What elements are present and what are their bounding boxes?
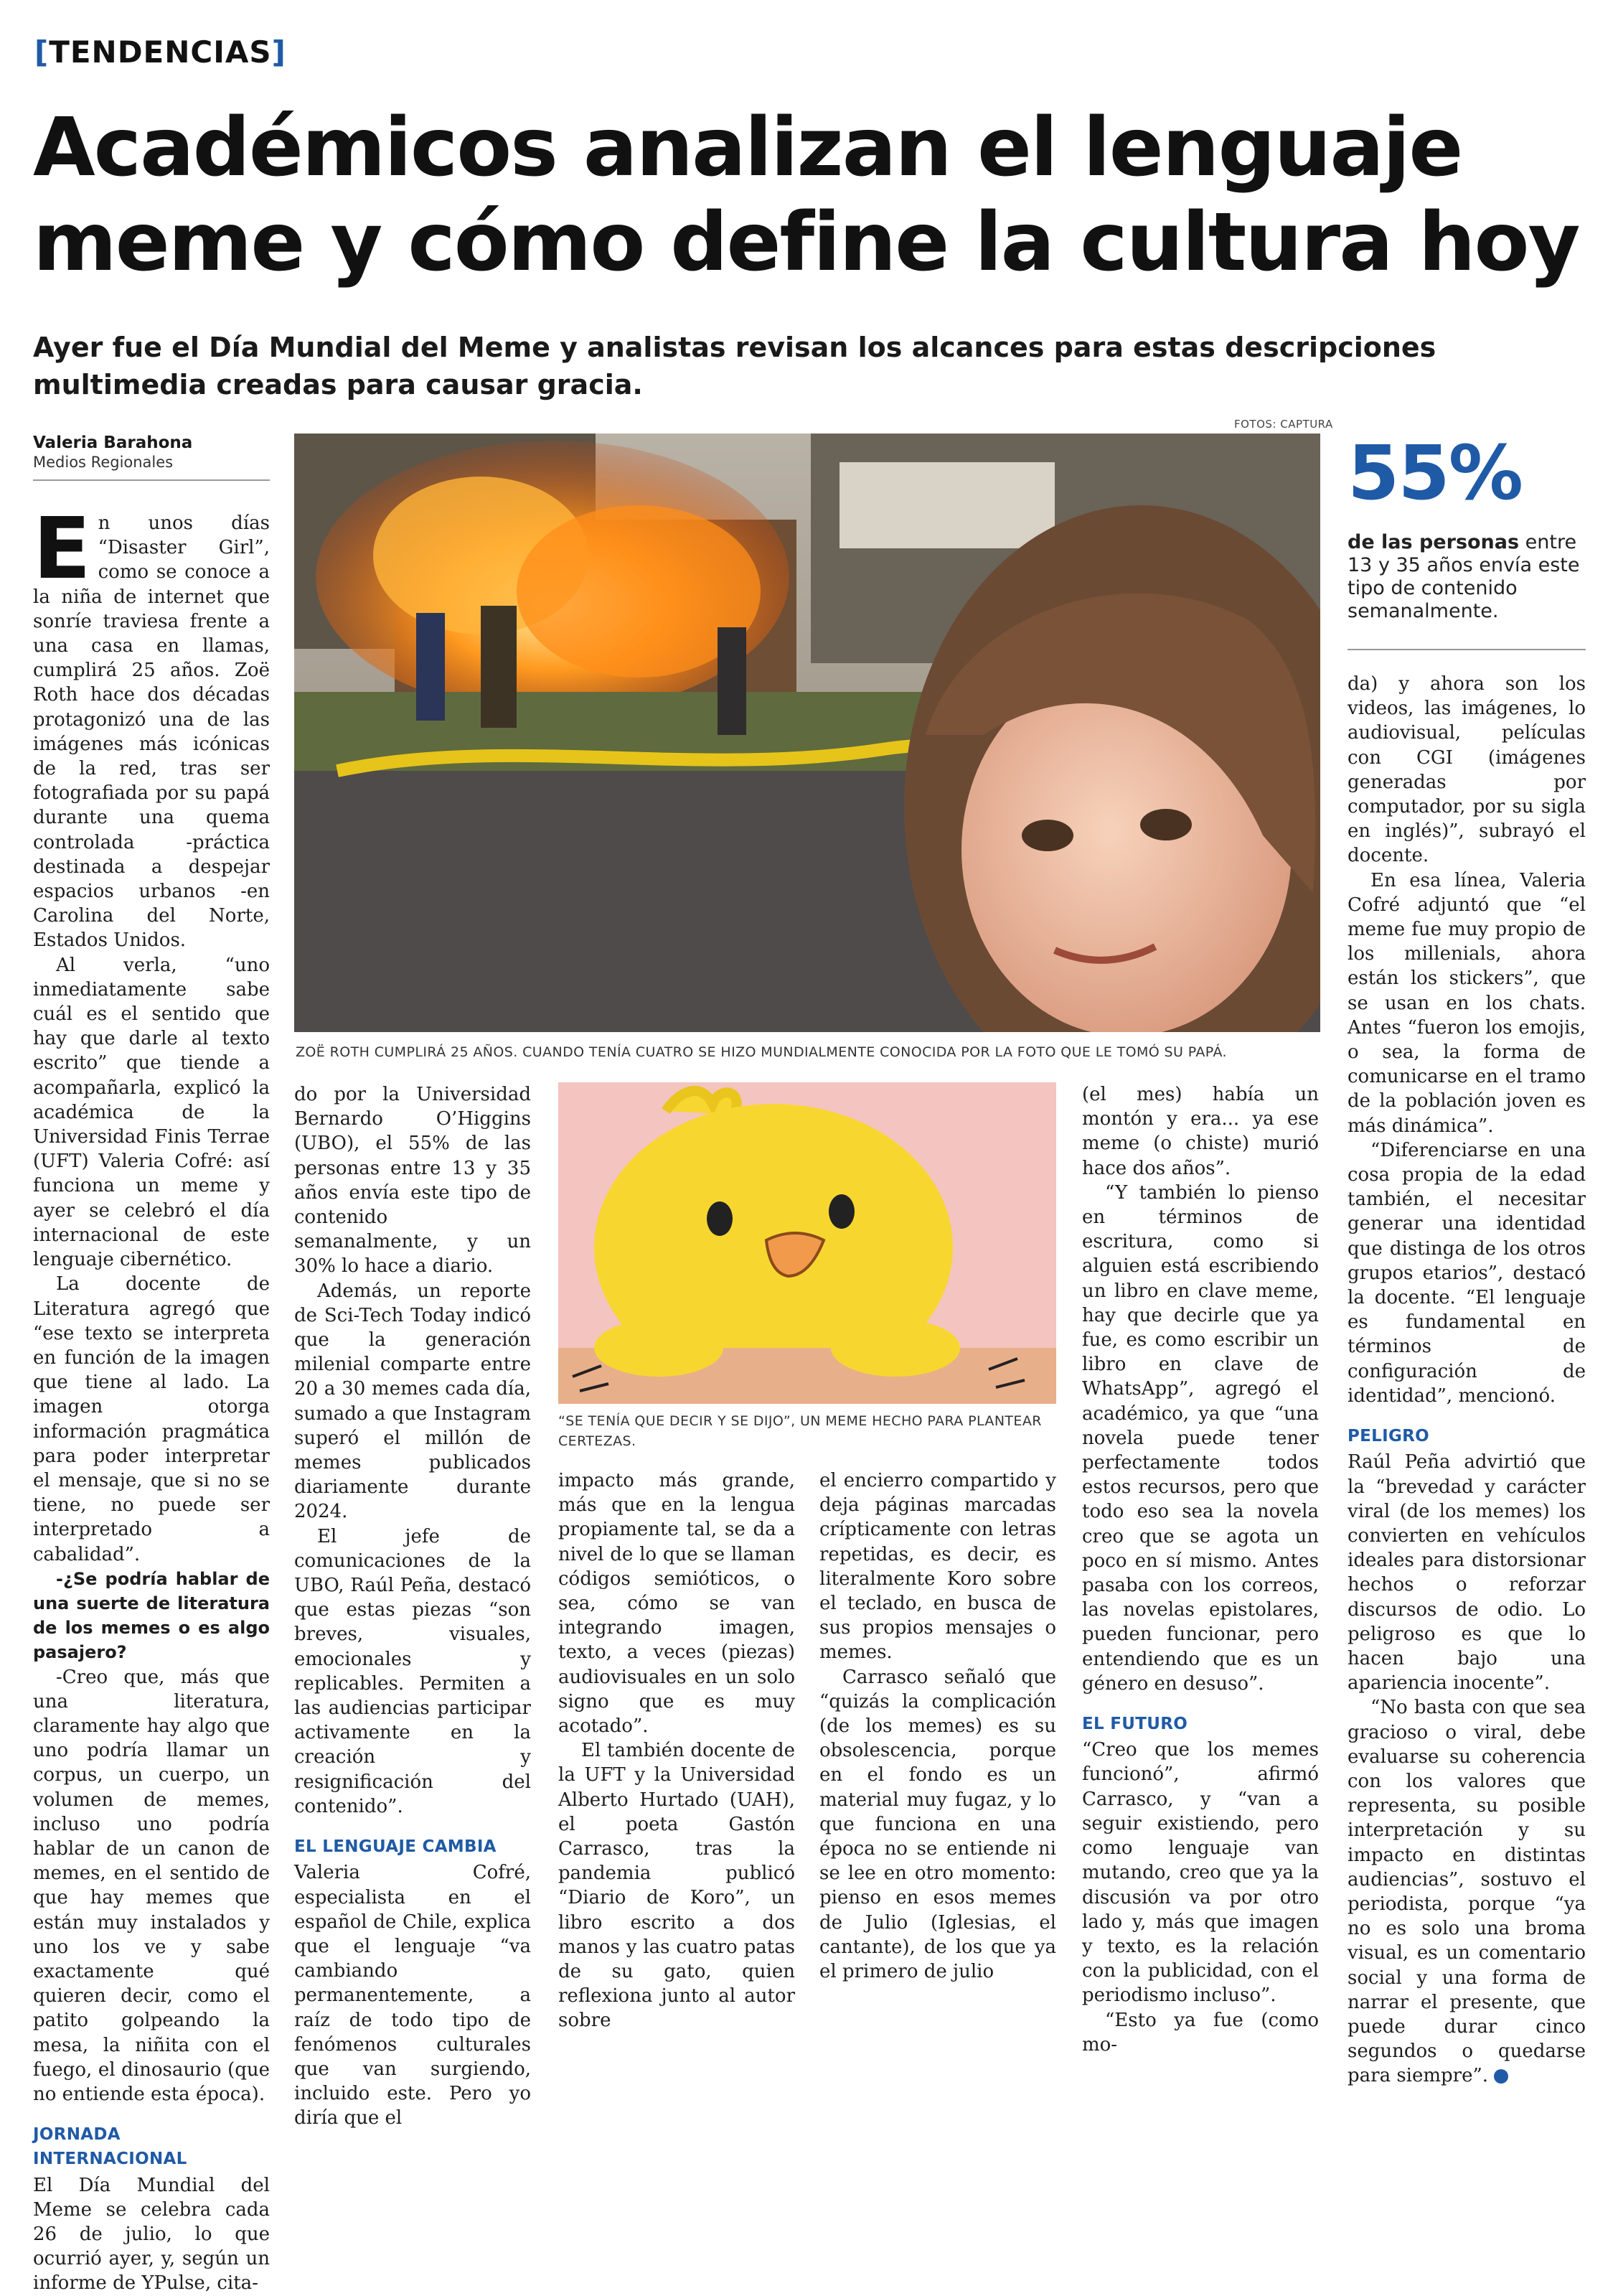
article-column-5 [1082, 1082, 1319, 2057]
subhead-futuro: EL FUTURO [1082, 1715, 1188, 1734]
byline-org: Medios Regionales [33, 454, 174, 471]
col1-paragraph-3: La docente de Literatura agregó que “ese texto se interpreta en función de la imagen que tiene al lado. La imagen otorga información pragmática para poder interpretar el mensaje, que si no se tiene, no puede ser interpretado a cabalidad”. [33, 1273, 270, 1565]
article-column-1 [33, 499, 270, 2296]
col6-paragraph-5 [1348, 1695, 1586, 2088]
subhead-peligro: PELIGRO [1348, 1427, 1430, 1446]
col1-p1-text: n unos días “Disaster Girl”, como se conoce a la niña de internet que sonríe traviesa frente a una casa en llamas, cumplirá 25 años. Zoë Roth hace dos décadas protagonizó una de las imágenes más icónicas de la red, tras ser fotografiada por su papá durante una quema controlada -práctica destinada a despejar espacios urbanos -en Carolina del Norte, Estados Unidos. [33, 512, 270, 952]
drop-cap: E [33, 499, 91, 598]
col6-paragraph-4: Raúl Peña advirtió que la “brevedad y carácter viral (de los memes) los convierten en vehículos ideales para distorsionar hechos o reforzar discursos de odio. Lo peligroso es que lo hacen bajo una apariencia inocente”. [1348, 1451, 1586, 1695]
stat-number: 55% [1348, 429, 1522, 517]
article-column-6 [1348, 672, 1586, 2089]
col3-paragraph-2: El también docente de la UFT y la Universidad Alberto Hurtado (UAH), el poeta Gastón Carrasco, tras la pandemia publicó “Diario de Koro”, un libro escrito a dos manos y las cuatro patas de su gato, quien reflexiona junto al autor sobre [558, 1740, 795, 2032]
col6-p5-text: “No basta con que sea gracioso o viral, debe evaluarse su coherencia con los valores que representa, su posible interpretación y su impacto en distintas audiencias”, sostuvo el periodista, porque “ya no es solo una broma visual, es un comentario social y una forma de narrar el presente, que puede durar cinco segundos o quedarse para siempre”. [1348, 1697, 1586, 2087]
col1-paragraph-1 [33, 499, 270, 953]
col5-paragraph-4: “Esto ya fue (como mo- [1082, 2009, 1319, 2056]
section-label: TENDENCIAS [49, 34, 272, 70]
col5-paragraph-2: “Y también lo pienso en términos de escritura, como si alguien está escribiendo un libro en clave meme, hay que decirle que ya fue, es como escribir un libro en clave de WhatsApp”, agregó el académico, ya que “una novela puede tener perfectamente todos estos recursos, pero que todo eso sea la novela creo que se agota un poco en sí mismo. Antes pasaba con los correos, las novelas epistolares, pueden funcionar, pero entendiendo que es un género en desuso”. [1082, 1181, 1319, 1695]
subhead-jornada: JORNADA INTERNACIONAL [33, 2125, 187, 2169]
col3-paragraph-1: impacto más grande, más que en la lengua propiamente tal, se da a nivel de lo que se llaman códigos semióticos, o sea, cómo se van integrando imagen, texto, a veces (piezas) audiovisuales en un solo signo que es muy acotado”. [558, 1470, 795, 1738]
article-column-3 [558, 1468, 795, 2033]
photo1-caption: ZOË ROTH CUMPLIRÁ 25 AÑOS. CUANDO TENÍA CUATRO SE HIZO MUNDIALMENTE CONOCIDA POR LA FOTO QUE LE TOMÓ SU PAPÁ. [296, 1044, 1227, 1060]
photo-credit: FOTOS: CAPTURA [1234, 418, 1333, 431]
col5-paragraph-3: “Creo que los memes funcionó”, afirmó Carrasco, y “van a seguir existiendo, pero como lenguaje van mutando, creo que ya la discusión va por otro lado y, más que imagen y texto, es la relación con la publicidad, con el periodismo incluso”. [1082, 1739, 1319, 2007]
stat-rest: entre 13 y 35 años envía este tipo de contenido semanalmente. [1348, 531, 1580, 622]
col4-paragraph-2: Carrasco señaló que “quizás la complicación (de los memes) es su obsolescencia, porque en el fondo es un material muy fugaz, y lo que funciona en una época no se entiende ni se lee en otro momento: pienso en esos memes de Julio (Iglesias, el cantante), de los que ya el primero de julio [819, 1666, 1056, 1983]
col1-paragraph-5: El Día Mundial del Meme se celebra cada 26 de julio, lo que ocurrió ayer, y, según un informe de YPulse, cita- [33, 2174, 270, 2295]
article-column-2 [294, 1082, 531, 2131]
stat-rule [1348, 649, 1586, 650]
col2-paragraph-1: do por la Universidad Bernardo O’Higgins (UBO), el 55% de las personas entre 13 y 35 años envía este tipo de contenido semanalmente, y un 30% lo hace a diario. [294, 1084, 531, 1278]
headline [33, 100, 1597, 290]
byline-rule [33, 479, 270, 481]
col2-paragraph-3: El jefe de comunicaciones de la UBO, Raúl Peña, destacó que estas piezas “son breves, visuales, emocionales y replicables. Permiten a las audiencias participar activamente en la creación y resignificación del contenido”. [294, 1525, 531, 1817]
subhead-lenguaje: EL LENGUAJE CAMBIA [294, 1837, 497, 1857]
col6-paragraph-2: En esa línea, Valeria Cofré adjuntó que “el meme fue muy propio de los millenials, ahora están los stickers”, que se usan en los chats. Antes “fueron los emojis, o sea, la forma de comunicarse en el tramo de la población joven es más dinámica”. [1348, 869, 1586, 1137]
stat-bold: de las personas [1348, 531, 1520, 553]
stat-text [1348, 531, 1591, 623]
col4-paragraph-1: el encierro compartido y deja páginas marcadas crípticamente con letras repetidas, es decir, es literalmente Koro sobre el teclado, en busca de sus propios mensajes o memes. [819, 1470, 1056, 1664]
col6-paragraph-1: da) y ahora son los videos, las imágenes, lo audiovisual, películas con CGI (imágenes generadas por computador, por su sigla en inglés)”, subrayó el docente. [1348, 673, 1586, 867]
col2-paragraph-2: Además, un reporte de Sci-Tech Today indicó que la generación milenial comparte entre 20 a 30 memes cada día, sumado a que Instagram superó el millón de memes publicados diariamente durante 2024. [294, 1280, 531, 1523]
col2-paragraph-4: Valeria Cofré, especialista en el español de Chile, explica que el lenguaje “va cambiando permanentemente, a raíz de todo tipo de fenómenos culturales que van surgiendo, incluido este. Pero yo diría que el [294, 1862, 531, 2129]
duck-meme-photo [558, 1082, 1056, 1404]
headline-line-2: meme y cómo define la cultura hoy [33, 196, 1579, 289]
col6-paragraph-3: “Diferenciarse en una cosa propia de la edad también, el necesitar generar una identidad que distinga de los otros grupos etarios”, destacó la docente. “El lenguaje es fundamental en términos de configuración de identidad”, mencionó. [1348, 1139, 1586, 1407]
section-tag: [TENDENCIAS] [34, 34, 286, 70]
article-column-4 [819, 1468, 1056, 1984]
col1-paragraph-2: Al verla, “uno inmediatamente sabe cuál es el sentido que hay que darle al texto escrito” que tiende a acompañarla, explicó la académica de la Universidad Finis Terrae (UFT) Valeria Cofré: así funciona un meme y ayer se celebró el día internacional de este lenguaje cibernético. [33, 954, 270, 1271]
deck: Ayer fue el Día Mundial del Meme y analistas revisan los alcances para estas descripciones multimedia creadas para causar gracia. [33, 332, 1436, 400]
photo2-caption: “SE TENÍA QUE DECIR Y SE DIJO”, UN MEME HECHO PARA PLANTEAR CERTEZAS. [558, 1413, 1042, 1449]
byline-name: Valeria Barahona [33, 434, 193, 452]
col5-paragraph-1: (el mes) había un montón y era... ya ese meme (o chiste) murió hace dos años”. [1082, 1084, 1319, 1179]
end-mark-icon: ✦ [1494, 2069, 1508, 2084]
col1-paragraph-4: -Creo que, más que una literatura, claramente hay algo que uno podría llamar un corpus, un cuerpo, un volumen de memes, incluso uno podría hablar de un canon de memes, en el sentido de que hay memes que están muy instalados y uno los ve y sabe exactamente qué quieren decir, como el patito golpeando la mesa, la niñita con el fuego, el dinosaurio (que no entiende esta época). [33, 1666, 270, 2105]
col1-question: -¿Se podría hablar de una suerte de literatura de los memes o es algo pasajero? [33, 1568, 270, 1663]
disaster-girl-photo [294, 434, 1320, 1032]
headline-line-1: Académicos analizan el lenguaje [33, 101, 1462, 195]
